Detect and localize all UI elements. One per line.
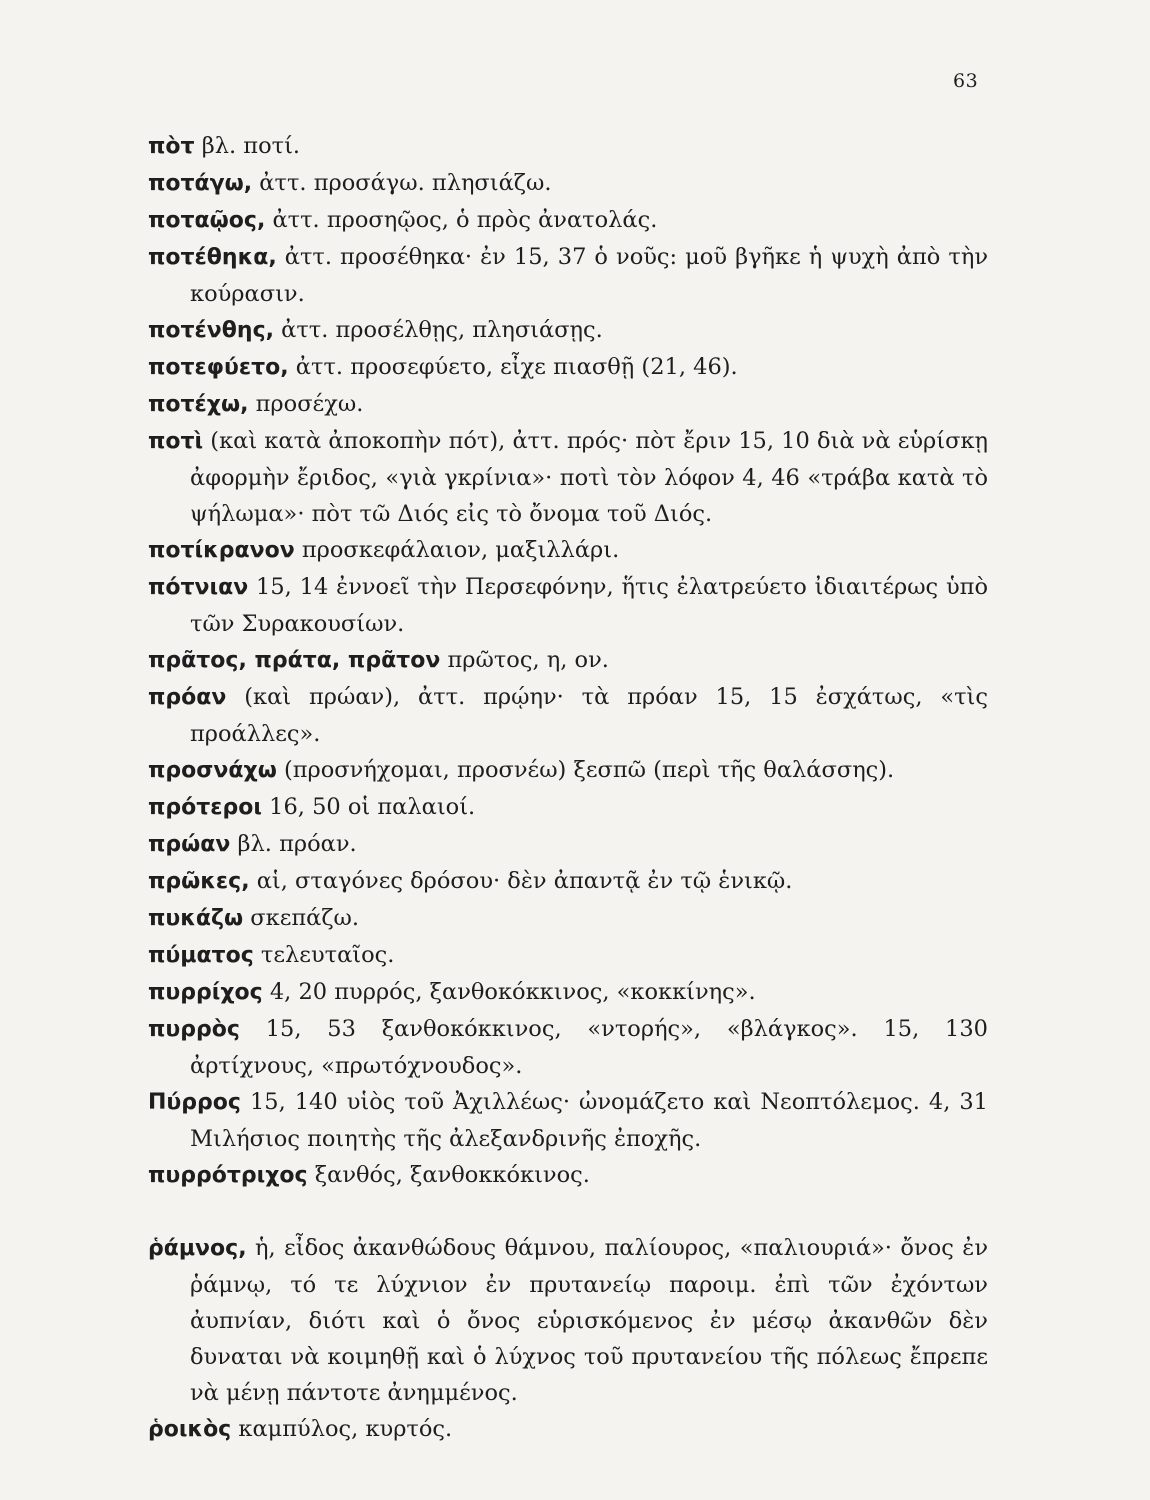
entry-definition: πρῶτος, η, ον. [447,647,609,673]
entry-definition: 16, 50 οἱ παλαιοί. [269,794,476,820]
entry-headword: ῥοικὸς [148,1417,232,1442]
entry-headword: ποτεφύετο, [148,355,289,380]
glossary-entry [148,789,988,826]
glossary-entry [148,642,988,679]
entry-headword: ποτένθης, [148,318,274,343]
glossary-entry [148,312,988,349]
glossary-entry [148,752,988,789]
glossary-entry [148,1230,988,1411]
glossary-entry [148,532,988,569]
entry-headword: πύματος [148,943,254,968]
entry-definition: ἀττ. προσέθηκα· ἐν 15, 37 ὁ νοῦς: μοῦ βγῆκε ἡ ψυχὴ ἀπὸ τὴν κούρασιν. [190,244,988,307]
entry-headword: ῥάμνος, [148,1236,247,1261]
entry-definition: προσέχω. [255,391,364,417]
entry-definition: 15, 14 ἐννοεῖ τὴν Περσεφόνην, ἥτις ἐλατρεύετο ἰδιαιτέρως ὑπὸ τῶν Συρακουσίων. [190,574,988,637]
entry-definition: (καὶ κατὰ ἀποκοπὴν πότ), ἀττ. πρός· πὸτ ἔριν 15, 10 διὰ νὰ εὑρίσκῃ ἀφορμὴν ἔριδος, «γιὰ γκρίνια»· ποτὶ τὸν λόφον 4, 46 «τράβα κατὰ τὸ ψήλωμα»· πὸτ τῶ Διός εἰς τὸ ὄνομα τοῦ Διός. [190,428,988,527]
entry-definition: 15, 140 υἱὸς τοῦ Ἀχιλλέως· ὠνομάζετο καὶ Νεοπτόλεμος. 4, 31 Μιλήσιος ποιητὴς τῆς ἀλεξανδρινῆς ἐποχῆς. [190,1089,988,1152]
entry-headword: πυρρίχος [148,980,263,1005]
entry-headword: πρώαν [148,832,231,857]
entry-definition: ξανθός, ξανθοκκόκινος. [314,1162,590,1188]
glossary-entry [148,826,988,863]
glossary-entry [148,1411,988,1448]
entry-definition: σκεπάζω. [250,905,360,931]
entry-headword: ποτάγω, [148,171,253,196]
glossary-entry [148,349,988,386]
glossary-entry [148,1011,988,1084]
entry-headword: ποτὶ [148,429,204,454]
entry-definition: 15, 53 ξανθοκόκκινος, «ντορής», «βλάγκος». 15, 130 ἀρτίχνους, «πρωτόχνουδος». [190,1016,988,1079]
glossary-entry [148,900,988,937]
entry-headword: πρόαν [148,685,227,710]
entry-definition: ἀττ. προσεφύετο, εἶχε πιασθῇ (21, 46). [295,354,738,380]
entry-headword: ποτέθηκα, [148,245,277,270]
entry-definition: ἀττ. προσηῷος, ὁ πρὸς ἀνατολάς. [272,207,658,233]
entry-headword: πυκάζω [148,906,244,931]
entry-definition: αἱ, σταγόνες δρόσου· δὲν ἀπαντᾷ ἐν τῷ ἑνικῷ. [256,868,793,894]
entry-definition: ἡ, εἶδος ἀκανθώδους θάμνου, παλίουρος, «παλιουριά»· ὄνος ἐν ῥάμνῳ, τό τε λύχνιον ἐν πρυτανείῳ παροιμ. ἐπὶ τῶν ἐχόντων ἀυπνίαν, διότι καὶ ὁ ὄνος εὑρισκόμενος ἐν μέσῳ ἀκανθῶν δὲν δυναται νὰ κοιμηθῇ καὶ ὁ λύχνος τοῦ πρυτανείου τῆς πόλεως ἔπρεπε νὰ μένῃ πάντοτε ἀνημμένος. [190,1235,988,1406]
entry-headword: ποταῷος, [148,208,266,233]
glossary-entry [148,165,988,202]
page-number: 63 [953,70,979,92]
glossary-entry [148,202,988,239]
entry-definition: καμπύλος, κυρτός. [238,1416,453,1442]
glossary-entry [148,1084,988,1157]
glossary-entry [148,679,988,752]
entry-definition: ἀττ. προσέλθῃς, πλησιάσῃς. [281,317,603,343]
glossary-entry [148,569,988,642]
entry-headword: πὸτ [148,134,195,159]
glossary-entry [148,1157,988,1194]
entry-headword: πυρρότριχος [148,1163,308,1188]
glossary-entry [148,386,988,423]
glossary-entry [148,937,988,974]
glossary-entries [148,128,988,1448]
entry-definition: βλ. ποτί. [201,133,301,159]
entry-headword: Πύρρος [148,1090,241,1115]
entry-definition: (προσνήχομαι, προσνέω) ξεσπῶ (περὶ τῆς θαλάσσης). [283,757,895,783]
entry-headword: ποτίκρανον [148,538,295,563]
entry-definition: 4, 20 πυρρός, ξανθοκόκκινος, «κοκκίνης». [269,979,756,1005]
entry-headword: προσνάχω [148,758,277,783]
entry-definition: ἀττ. προσάγω. πλησιάζω. [259,170,552,196]
entry-headword: πρᾶτος, πράτα, πρᾶτον [148,648,441,673]
entry-definition: τελευταῖος. [260,942,395,968]
entry-definition: προσκεφάλαιον, μαξιλλάρι. [301,537,620,563]
entry-definition: (καὶ πρώαν), ἀττ. πρῴην· τὰ πρόαν 15, 15 ἐσχάτως, «τὶς προάλλες». [190,684,988,747]
entry-headword: πυρρὸς [148,1017,240,1042]
entry-headword: πρῶκες, [148,869,250,894]
entry-definition: βλ. πρόαν. [237,831,357,857]
entry-headword: πρότεροι [148,795,262,820]
glossary-entry [148,239,988,312]
entry-headword: πότνιαν [148,575,249,600]
glossary-entry [148,974,988,1011]
entry-headword: ποτέχω, [148,392,249,417]
glossary-entry [148,423,988,532]
glossary-entry [148,863,988,900]
glossary-entry [148,128,988,165]
